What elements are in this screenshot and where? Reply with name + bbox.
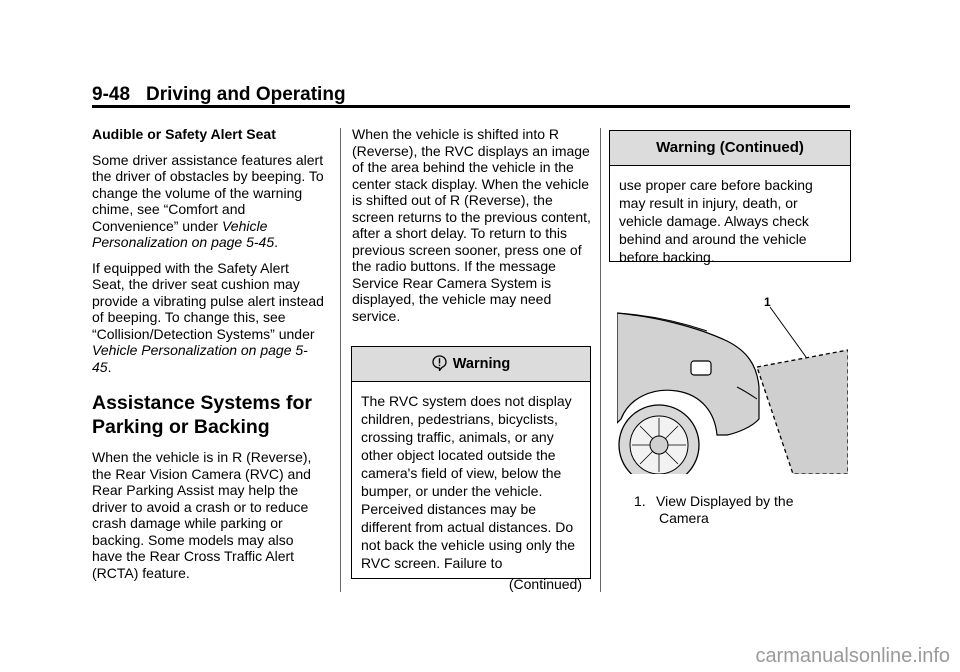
paragraph-rvc: When the vehicle is shifted into R (Reverse), the RVC displays an image of the area behind the vehicle in the center stack display. When the vehicle is shifted out of R (Reverse), the screen returns to the previous content, after a short delay. To return to this previous screen sooner, press one of the radio buttons. If the message Service Rear Camera System is displayed, the vehicle may need service. [352, 126, 591, 324]
column-left [92, 126, 324, 590]
watermark: carmanualsonline.info [755, 645, 950, 667]
column-middle [352, 126, 592, 333]
page-number: 9-48 [92, 84, 131, 105]
rear-camera-illustration [617, 295, 848, 474]
caption-number: 1. [634, 493, 646, 509]
section-title: Driving and Operating [146, 84, 346, 105]
page-reference-link[interactable]: Vehicle Personalization on page 5-45 [92, 342, 308, 375]
warning-icon [432, 350, 447, 384]
paragraph-assistance: When the vehicle is in R (Reverse), the Rear Vision Camera (RVC) and Rear Parking Assist may help the driver to avoid a crash or to reduce crash damage while parking or backing. Some models may also have the Rear Cross Traffic Alert (RCTA) feature. [92, 449, 312, 581]
warning-body: The RVC system does not display children, pedestrians, bicyclists, crossing traffic, animals, or any other object located outside the camera's field of view, below the bumper, or under the vehicle. Perceived distances may be different from actual distances. Do not back the vehicle using only the RVC screen. Failure to [361, 393, 576, 571]
caption-line-2: Camera [659, 509, 709, 526]
paragraph-safety-seat: If equipped with the Safety Alert Seat, the driver seat cushion may provide a vibrating pulse alert instead of beeping. To change this, see “Collision/Detection Systems” under Vehicle Personalization on page 5-45. [92, 259, 324, 375]
page-reference-link[interactable]: Vehicle Personalization on page 5-45 [92, 217, 275, 250]
warning-continued-body: use proper care before backing may result in injury, death, or vehicle damage. Always check behind and around the vehicle before backing. [619, 177, 813, 265]
warning-header [352, 347, 590, 382]
alert-seat-heading: Audible or Safety Alert Seat [92, 126, 276, 142]
caption-line-1: View Displayed by the [656, 493, 794, 509]
section-heading: Assistance Systems for Parking or Backing [92, 392, 313, 438]
warning-continued-header: Warning (Continued) [610, 131, 850, 166]
continued-label: (Continued) [508, 576, 582, 592]
warning-title: Warning [452, 356, 511, 372]
callout-number: 1 [764, 295, 771, 309]
figure-caption [634, 493, 793, 526]
column-divider [340, 128, 341, 592]
warning-box [351, 346, 591, 592]
warning-continued-box [609, 130, 851, 265]
paragraph-chime: Some driver assistance features alert the driver of obstacles by beeping. To change the volume of the warning chime, see “Comfort and Convenience” under Vehicle Personalization on page 5-45. [92, 151, 324, 250]
page-header [92, 84, 346, 106]
header-rule [92, 105, 850, 108]
column-divider [600, 128, 601, 592]
